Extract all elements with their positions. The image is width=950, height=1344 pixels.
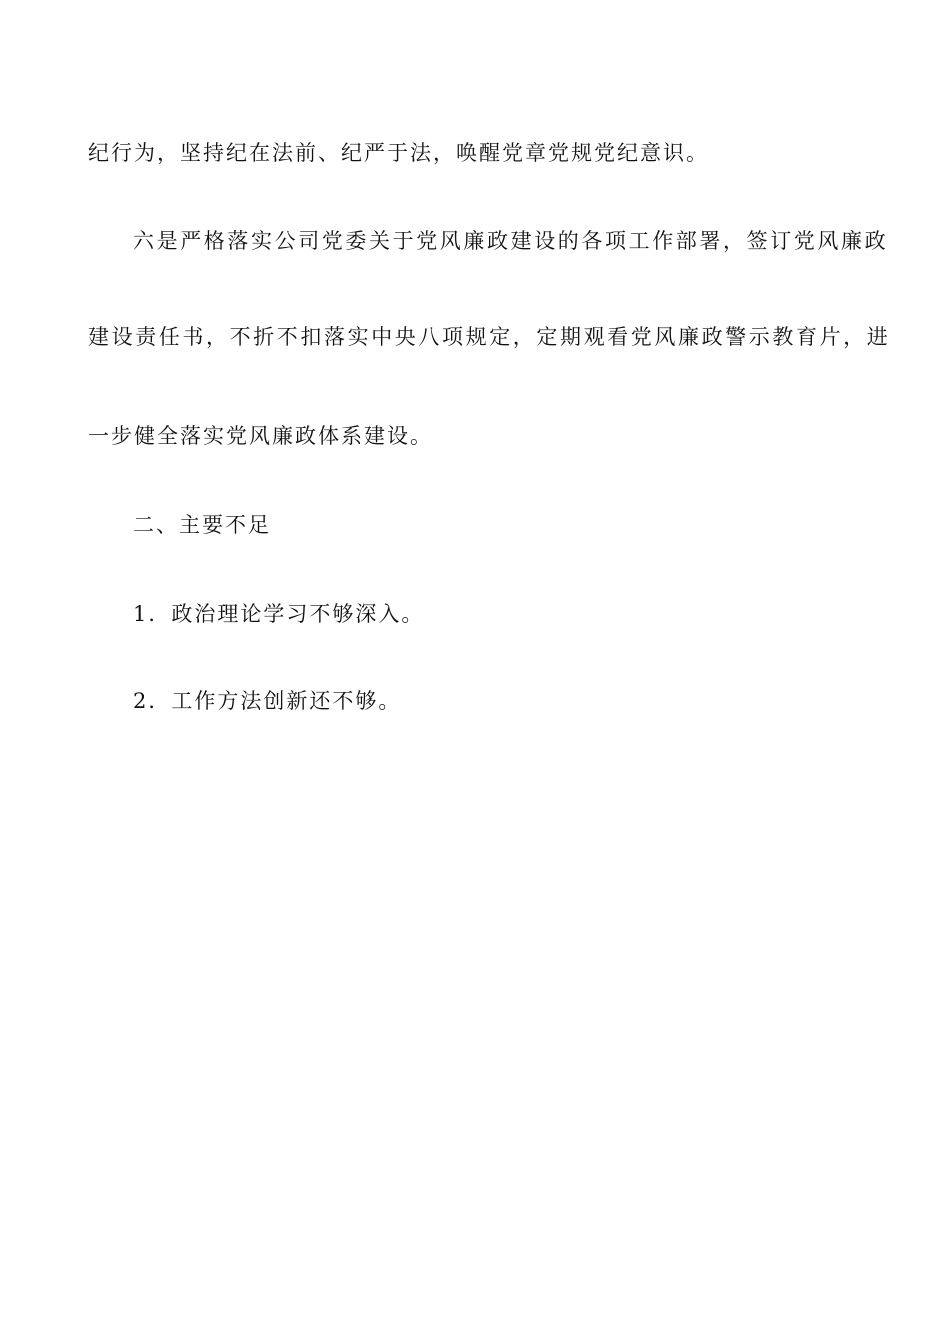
section-heading: 二、主要不足 (133, 513, 271, 537)
list-item: 1．政治理论学习不够深入。 (133, 602, 425, 626)
list-item: 2．工作方法创新还不够。 (133, 689, 402, 713)
paragraph-continuation-line: 纪行为，坚持纪在法前、纪严于法，唤醒党章党规党纪意识。 (88, 141, 709, 165)
paragraph-six-line-2: 建设责任书，不折不扣落实中央八项规定，定期观看党风廉政警示教育片，进 (88, 325, 891, 349)
paragraph-six-line-3: 一步健全落实党风廉政体系建设。 (88, 424, 433, 448)
paragraph-six-line-1: 六是严格落实公司党委关于党风廉政建设的各项工作部署，签订党风廉政 (133, 229, 889, 253)
